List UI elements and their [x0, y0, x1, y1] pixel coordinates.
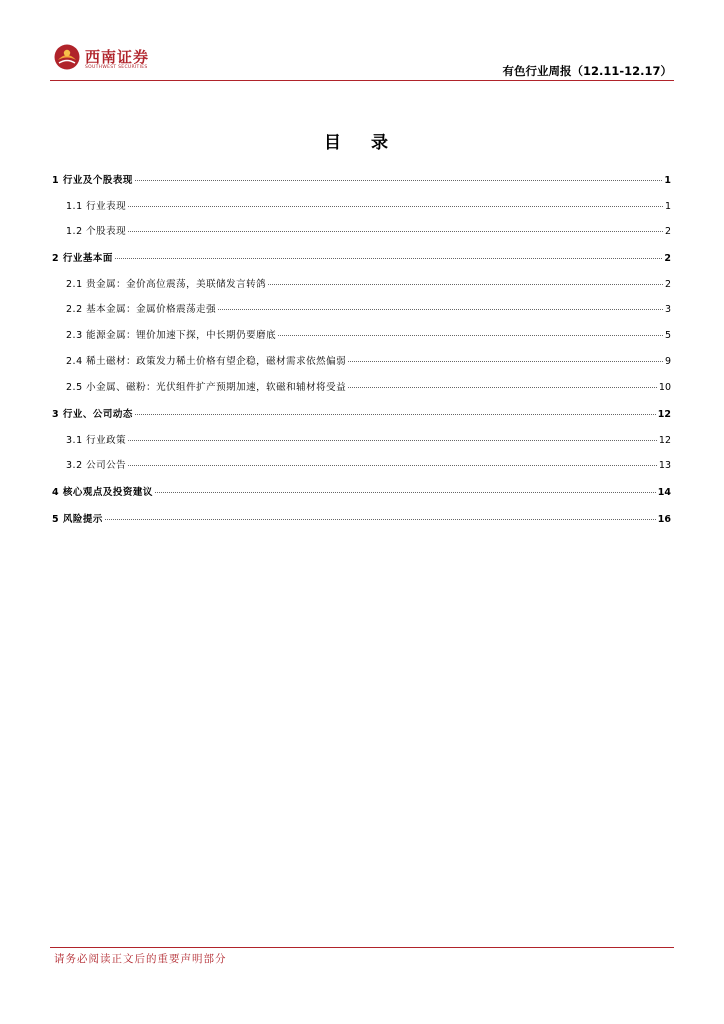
dot-leader [128, 465, 657, 466]
toc-page-number: 1 [664, 201, 671, 212]
logo-emblem-icon [54, 44, 80, 70]
toc-entry-text: 3.2 公司公告 [66, 460, 127, 471]
toc-entry[interactable] [52, 511, 671, 527]
dot-leader [135, 180, 662, 181]
toc-page-number: 16 [657, 514, 671, 525]
toc-page-number: 5 [664, 330, 671, 341]
toc-entry-text: 4 核心观点及投资建议 [52, 487, 153, 498]
toc-page-number: 14 [657, 487, 671, 498]
toc-entry-text: 2 行业基本面 [52, 253, 113, 264]
toc-entry-text: 2.1 贵金属：金价高位震荡，美联储发言转鸽 [66, 279, 267, 290]
dot-leader [115, 258, 662, 259]
toc-page-number: 2 [664, 279, 671, 290]
toc-entry-text: 1.2 个股表现 [66, 226, 127, 237]
logo-chinese-name: 西南证券 [85, 48, 150, 66]
toc-entry[interactable] [66, 198, 671, 214]
toc-page-number: 2 [664, 226, 671, 237]
toc-entry[interactable] [66, 301, 671, 317]
page-header [0, 0, 724, 90]
footer-disclaimer: 请务必阅读正文后的重要声明部分 [54, 953, 227, 965]
toc-page-number: 13 [658, 460, 671, 471]
toc-page-number: 12 [658, 435, 671, 446]
toc-page-number: 1 [664, 175, 671, 186]
toc-entry-text: 3.1 行业政策 [66, 435, 127, 446]
toc-entry-text: 2.3 能源金属：锂价加速下探，中长期仍要磨底 [66, 330, 277, 341]
logo-english-name: SOUTHWEST SECURITIES [85, 65, 148, 70]
toc-entry[interactable] [52, 484, 671, 500]
toc-entry[interactable] [66, 379, 671, 395]
toc-page-number: 2 [664, 253, 671, 264]
toc-page-number: 3 [664, 304, 671, 315]
toc-title: 目 录 [324, 133, 400, 153]
toc-entry[interactable] [66, 276, 671, 292]
toc-page-number: 10 [658, 382, 671, 393]
dot-leader [105, 519, 656, 520]
toc-entry[interactable] [52, 250, 671, 266]
toc-entry-text: 2.4 稀土磁材：政策发力稀土价格有望企稳，磁材需求依然偏弱 [66, 356, 347, 367]
company-logo [54, 44, 164, 76]
toc-entry-text: 1.1 行业表现 [66, 201, 127, 212]
toc-entry-text: 5 风险提示 [52, 514, 103, 525]
toc-page-number: 9 [664, 356, 671, 367]
toc-entry[interactable] [66, 457, 671, 473]
dot-leader [348, 387, 657, 388]
toc-entry-text: 3 行业、公司动态 [52, 409, 133, 420]
dot-leader [218, 309, 663, 310]
report-title: 有色行业周报（12.11-12.17） [502, 64, 672, 78]
dot-leader [268, 284, 663, 285]
toc-page-number: 12 [657, 409, 671, 420]
dot-leader [278, 335, 663, 336]
dot-leader [348, 361, 663, 362]
footer-divider [50, 947, 674, 948]
toc-entry[interactable] [52, 172, 671, 188]
toc-entry-text: 1 行业及个股表现 [52, 175, 133, 186]
toc-entry[interactable] [66, 432, 671, 448]
header-divider [50, 80, 674, 81]
toc-entry-text: 2.5 小金属、磁粉：光伏组件扩产预期加速，软磁和辅材将受益 [66, 382, 347, 393]
toc-entry[interactable] [52, 406, 671, 422]
toc-entry-text: 2.2 基本金属：金属价格震荡走强 [66, 304, 217, 315]
dot-leader [155, 492, 656, 493]
toc-entry[interactable] [66, 223, 671, 239]
dot-leader [128, 231, 663, 232]
dot-leader [135, 414, 656, 415]
dot-leader [128, 440, 657, 441]
toc-entry[interactable] [66, 353, 671, 369]
toc-entry[interactable] [66, 327, 671, 343]
dot-leader [128, 206, 663, 207]
